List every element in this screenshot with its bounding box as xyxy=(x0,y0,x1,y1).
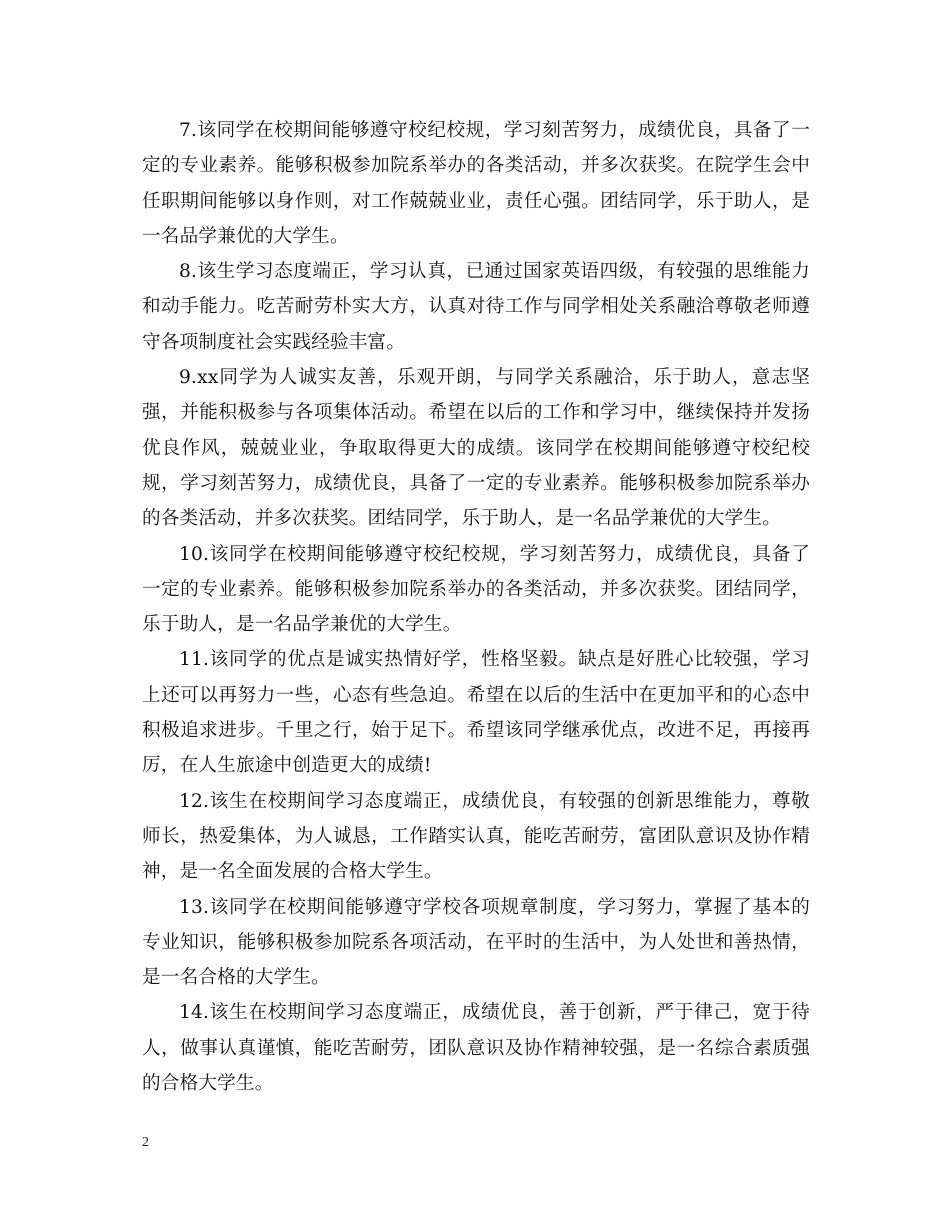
paragraph-13: 13.该同学在校期间能够遵守学校各项规章制度，学习努力，掌握了基本的专业知识，能够积极参加院系各项活动，在平时的生活中，为人处世和善热情，是一名合格的大学生。 xyxy=(142,896,810,989)
paragraph-7: 7.该同学在校期间能够遵守校纪校规，学习刻苦努力，成绩优良，具备了一定的专业素养。能够积极参加院系举办的各类活动，并多次获奖。在院学生会中任职期间能够以身作则，对工作兢兢业业，责任心强。团结同学，乐于助人，是一名品学兼优的大学生。 xyxy=(142,120,810,247)
paragraph-14: 14.该生在校期间学习态度端正，成绩优良，善于创新，严于律己，宽于待人，做事认真谨慎，能吃苦耐劳，团队意识及协作精神较强，是一名综合素质强的合格大学生。 xyxy=(142,1002,810,1095)
paragraph-8: 8.该生学习态度端正，学习认真，已通过国家英语四级，有较强的思维能力和动手能力。吃苦耐劳朴实大方，认真对待工作与同学相处关系融洽尊敬老师遵守各项制度社会实践经验丰富。 xyxy=(142,261,810,353)
page-number: 2 xyxy=(142,1135,149,1150)
paragraph-9: 9.xx同学为人诚实友善，乐观开朗，与同学关系融洽，乐于助人，意志坚强，并能积极参与各项集体活动。希望在以后的工作和学习中，继续保持并发扬优良作风，兢兢业业，争取取得更大的成绩。该同学在校期间能够遵守校纪校规，学习刻苦努力，成绩优良，具备了一定的专业素养。能够积极参加院系举办的各类活动，并多次获奖。团结同学，乐于助人，是一名品学兼优的大学生。 xyxy=(142,367,810,530)
paragraph-10: 10.该同学在校期间能够遵守校纪校规，学习刻苦努力，成绩优良，具备了一定的专业素养。能够积极参加院系举办的各类活动，并多次获奖。团结同学，乐于助人，是一名品学兼优的大学生。 xyxy=(142,543,810,636)
paragraph-12: 12.该生在校期间学习态度端正，成绩优良，有较强的创新思维能力，尊敬师长，热爱集体，为人诚恳，工作踏实认真，能吃苦耐劳，富团队意识及协作精神，是一名全面发展的合格大学生。 xyxy=(142,790,810,883)
paragraph-11: 11.该同学的优点是诚实热情好学，性格坚毅。缺点是好胜心比较强，学习上还可以再努力一些，心态有些急迫。希望在以后的生活中在更加平和的心态中积极追求进步。千里之行，始于足下。希望该同学继承优点，改进不足，再接再厉，在人生旅途中创造更大的成绩! xyxy=(142,649,810,777)
document-body xyxy=(142,113,810,1101)
